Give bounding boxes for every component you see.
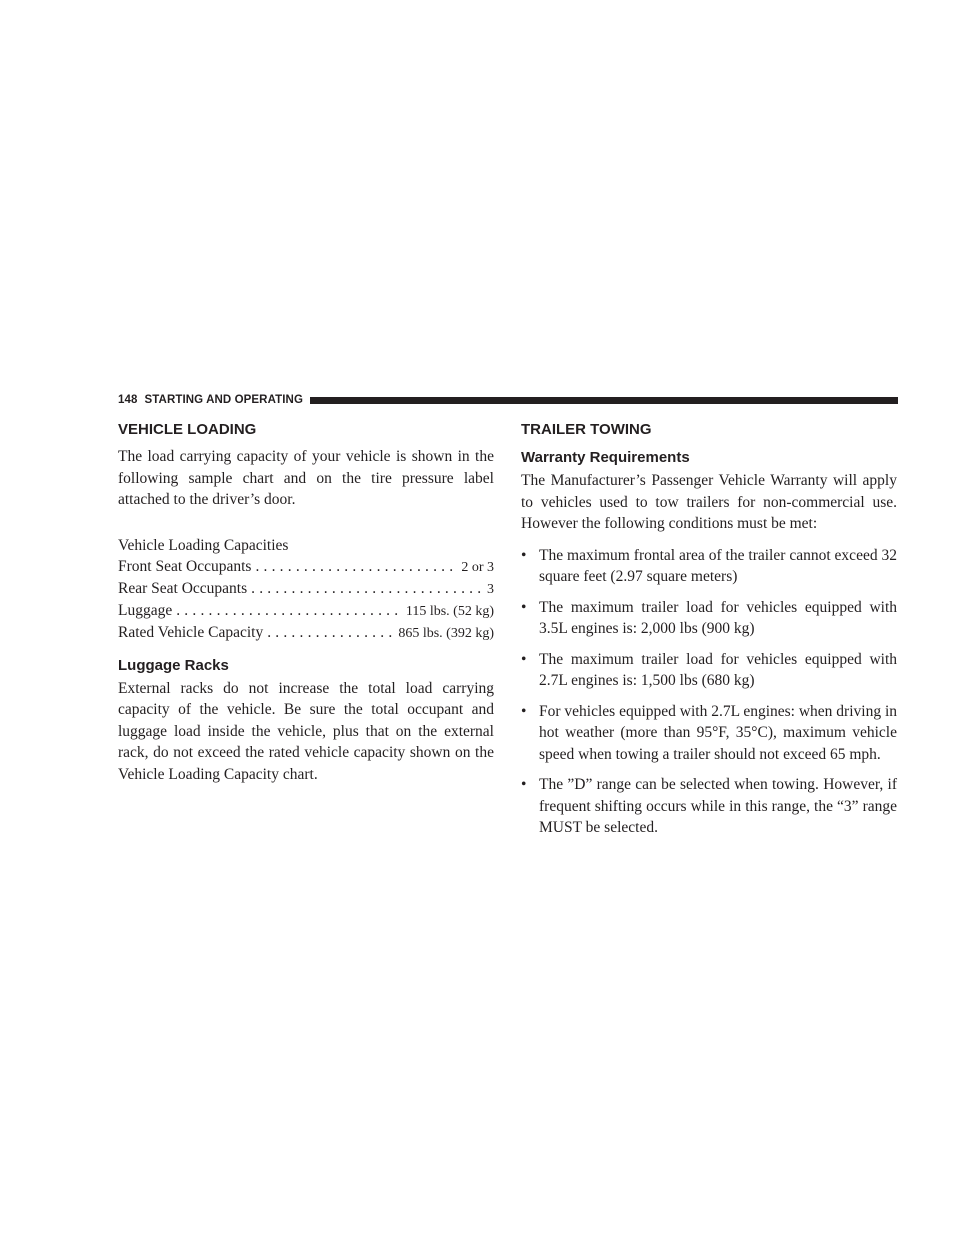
list-item bbox=[521, 597, 897, 640]
luggage-racks-heading: Luggage Racks bbox=[118, 656, 229, 674]
warranty-intro: The Manufacturer’s Passenger Vehicle Warranty will apply to vehicles used to tow trailers for non-commercial use. However the following conditions must be met: bbox=[521, 472, 897, 532]
bullet-icon: • bbox=[521, 702, 527, 720]
warranty-requirements-heading: Warranty Requirements bbox=[521, 449, 690, 466]
left-column bbox=[118, 420, 494, 785]
bullet-icon: • bbox=[521, 776, 527, 793]
conditions-list bbox=[521, 545, 897, 839]
table-row bbox=[118, 600, 494, 622]
right-column bbox=[521, 420, 897, 848]
leader-dots bbox=[267, 622, 394, 643]
bullet-icon: • bbox=[521, 598, 527, 616]
table-row bbox=[118, 556, 494, 578]
vehicle-loading-intro: The load carrying capacity of your vehicle is shown in the following sample chart and on the tire pressure label attached to the driver’s door. bbox=[118, 448, 494, 508]
page-header bbox=[118, 393, 898, 407]
header-rule bbox=[310, 397, 898, 404]
list-item bbox=[521, 701, 897, 766]
list-item-text: The maximum frontal area of the trailer cannot exceed 32 square feet (2.97 square meters) bbox=[539, 546, 897, 585]
row-label: Front Seat Occupants bbox=[118, 557, 252, 575]
trailer-towing-heading: TRAILER TOWING bbox=[521, 421, 652, 438]
row-label: Rear Seat Occupants bbox=[118, 579, 248, 597]
table-row bbox=[118, 578, 494, 600]
row-value: 115 lbs. (52 kg) bbox=[405, 603, 494, 619]
bullet-icon: • bbox=[521, 546, 527, 564]
row-value: 3 bbox=[487, 581, 494, 597]
list-item-text: The maximum trailer load for vehicles equipped with 3.5L engines is: 2,000 lbs (900 kg) bbox=[539, 598, 897, 637]
leader-dots bbox=[251, 578, 483, 599]
list-item-text: For vehicles equipped with 2.7L engines: when driving in hot weather (more than 95°F, 35°C), maximum vehicle speed when towing a trailer should not exceed 65 mph. bbox=[539, 702, 898, 763]
row-label: Rated Vehicle Capacity bbox=[118, 623, 264, 641]
luggage-racks-text: External racks do not increase the total load carrying capacity of the vehicle. Be sure the total occupant and luggage load inside the vehicle, plus that on the external rack, do not exceed the rated vehicle capacity shown on the Vehicle Loading Capacity chart. bbox=[118, 679, 494, 783]
section-title: STARTING AND OPERATING bbox=[144, 394, 304, 406]
list-item-text: The ”D” range can be selected when towing. However, if frequent shifting occurs while in this range, the “3” range MUST be selected. bbox=[539, 776, 897, 836]
leader-dots bbox=[255, 556, 457, 577]
table-title: Vehicle Loading Capacities bbox=[118, 536, 289, 554]
row-value: 865 lbs. (392 kg) bbox=[398, 625, 494, 641]
list-item bbox=[521, 545, 897, 588]
row-label: Luggage bbox=[118, 601, 173, 619]
vehicle-loading-heading: VEHICLE LOADING bbox=[118, 421, 257, 438]
bullet-icon: • bbox=[521, 650, 527, 668]
loading-capacities-table bbox=[118, 535, 494, 644]
page-number: 148 bbox=[118, 394, 138, 406]
list-item-text: The maximum trailer load for vehicles equipped with 2.7L engines is: 1,500 lbs (680 kg) bbox=[539, 650, 897, 689]
leader-dots bbox=[176, 600, 402, 621]
list-item bbox=[521, 774, 897, 839]
table-row bbox=[118, 622, 494, 644]
row-value: 2 or 3 bbox=[461, 559, 494, 575]
list-item bbox=[521, 649, 897, 692]
